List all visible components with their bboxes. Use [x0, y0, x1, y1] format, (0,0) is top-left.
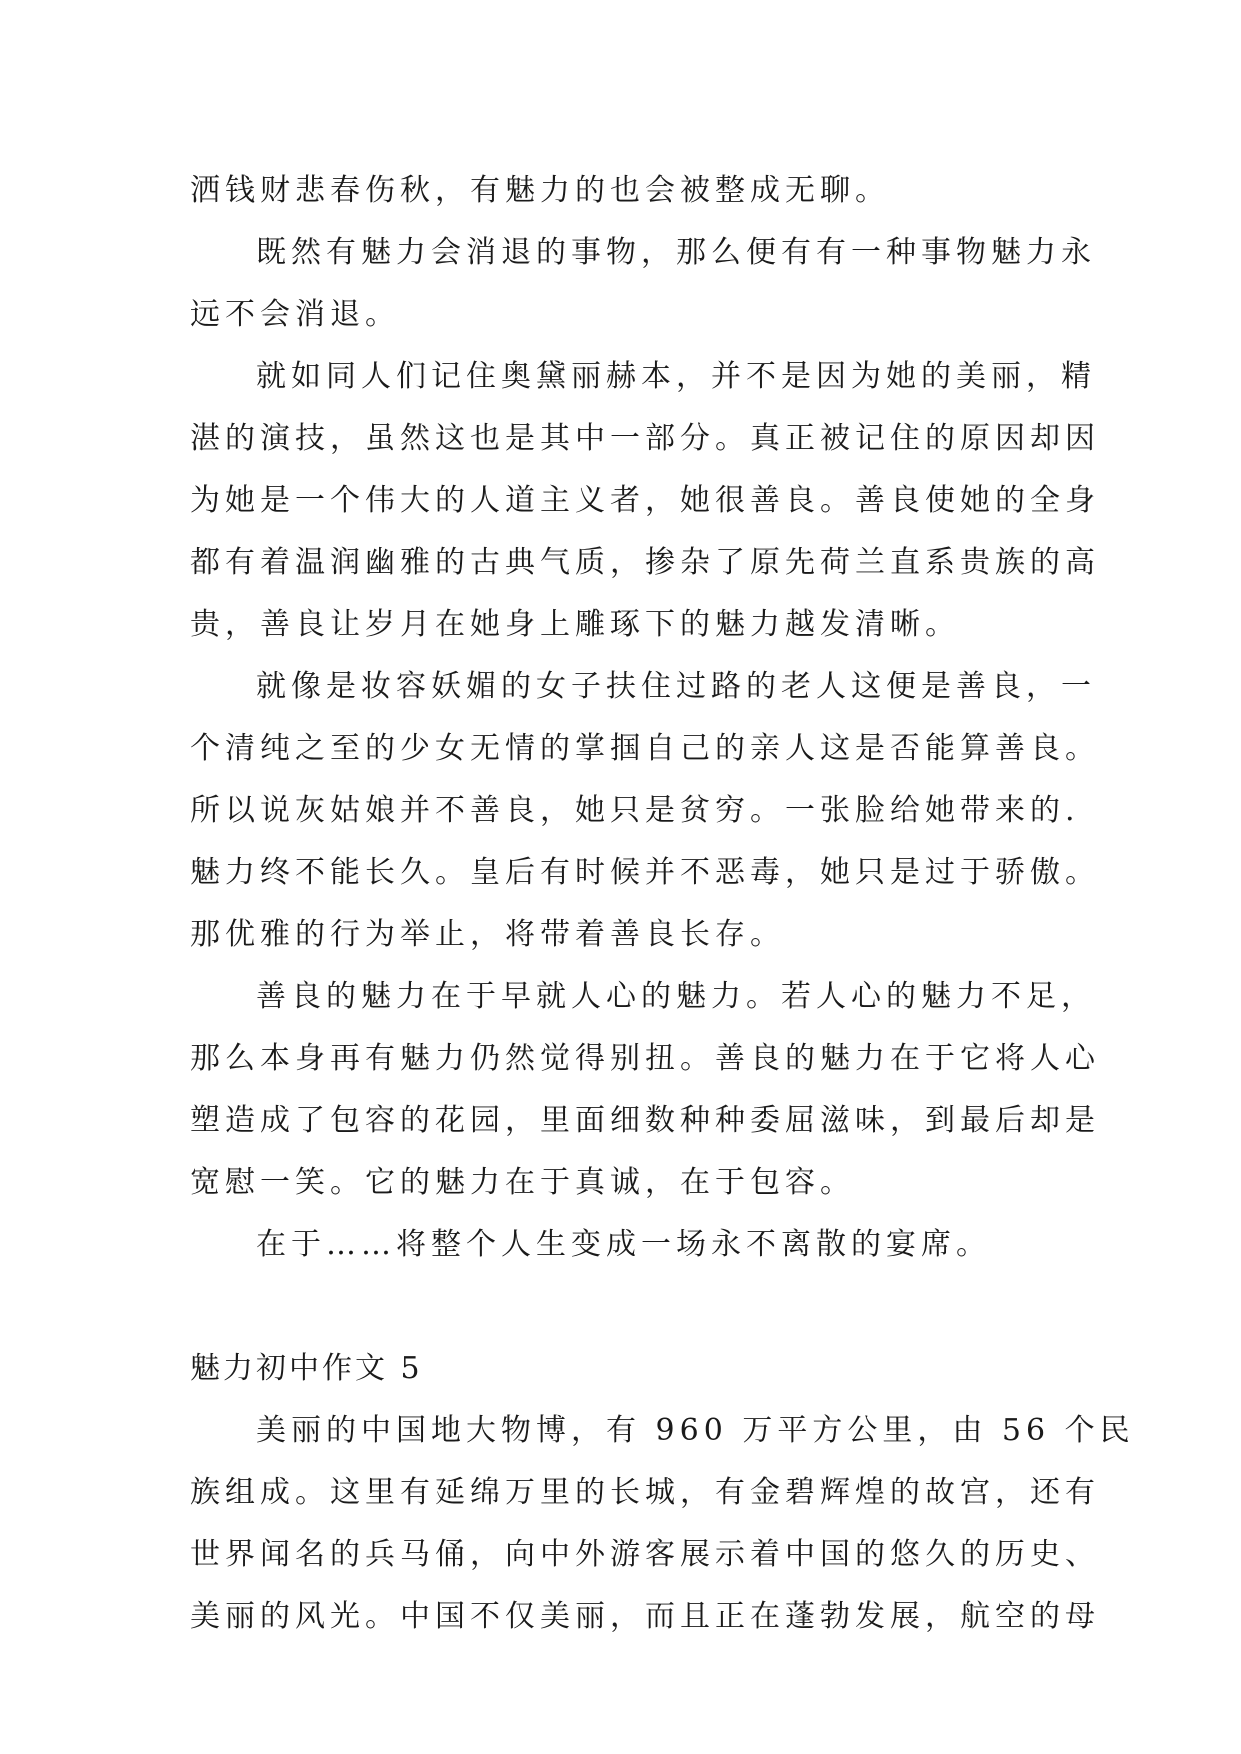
text-line: 既然有魅力会消退的事物，那么便有有一种事物魅力永	[256, 235, 1096, 270]
text-line: 贵，善良让岁月在她身上雕琢下的魅力越发清晰。	[190, 607, 960, 642]
text-line: 世界闻名的兵马俑，向中外游客展示着中国的悠久的历史、	[190, 1537, 1100, 1572]
text-line: 善良的魅力在于早就人心的魅力。若人心的魅力不足，	[256, 979, 1096, 1014]
paragraph	[190, 346, 1100, 656]
text-line: 族组成。这里有延绵万里的长城，有金碧辉煌的故宫，还有	[190, 1475, 1100, 1510]
text-line: 个清纯之至的少女无情的掌掴自己的亲人这是否能算善良。	[190, 731, 1100, 766]
section-heading	[190, 1338, 1070, 1400]
paragraph	[190, 966, 1100, 1214]
text-line: 所以说灰姑娘并不善良，她只是贫穷。一张脸给她带来的.	[190, 793, 1080, 828]
text-line: 就如同人们记住奥黛丽赫本，并不是因为她的美丽，精	[256, 359, 1096, 394]
text-line: 美丽的风光。中国不仅美丽，而且正在蓬勃发展，航空的母	[190, 1599, 1100, 1634]
text-line: 塑造成了包容的花园，里面细数种种委屈滋味，到最后却是	[190, 1103, 1100, 1138]
text-line: 在于……将整个人生变成一场永不离散的宴席。	[256, 1227, 991, 1262]
heading-text: 魅力初中作文 5	[190, 1351, 423, 1386]
paragraph	[190, 656, 1100, 966]
text-line: 湛的演技，虽然这也是其中一部分。真正被记住的原因却因	[190, 421, 1100, 456]
text-line: 就像是妆容妖媚的女子扶住过路的老人这便是善良，一	[256, 669, 1096, 704]
text-line: 那优雅的行为举止，将带着善良长存。	[190, 917, 785, 952]
text-line: 美丽的中国地大物博，有 960 万平方公里，由 56 个民	[256, 1413, 1135, 1448]
text-line: 那么本身再有魅力仍然觉得别扭。善良的魅力在于它将人心	[190, 1041, 1100, 1076]
paragraph	[190, 222, 1096, 346]
text-line: 远不会消退。	[190, 297, 400, 332]
text-line	[190, 1276, 1070, 1338]
text-line: 为她是一个伟大的人道主义者，她很善良。善良使她的全身	[190, 483, 1100, 518]
text-line: 宽慰一笑。它的魅力在于真诚，在于包容。	[190, 1165, 855, 1200]
text-line: 洒钱财悲春伤秋，有魅力的也会被整成无聊。	[190, 173, 890, 208]
paragraph	[190, 1400, 1135, 1648]
text-line: 都有着温润幽雅的古典气质，掺杂了原先荷兰直系贵族的高	[190, 545, 1100, 580]
blank-line	[190, 1276, 1070, 1338]
paragraph	[190, 1214, 1070, 1276]
document-body	[190, 160, 1135, 1648]
paragraph	[190, 160, 1070, 222]
text-line: 魅力终不能长久。皇后有时候并不恶毒，她只是过于骄傲。	[190, 855, 1100, 890]
